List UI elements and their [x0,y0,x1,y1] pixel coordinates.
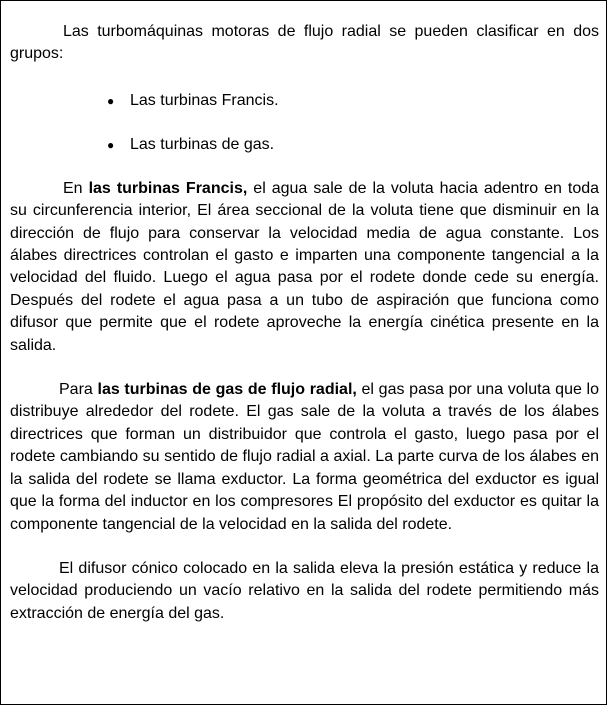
turbine-type-list [10,90,599,156]
bullet-dot-icon: ● [107,93,115,108]
gas-bold-term: las turbinas de gas de flujo radial, [97,381,357,399]
francis-lead: En [63,179,89,197]
list-item-label: Las turbinas de gas. [130,135,275,153]
document-body [10,21,599,625]
gas-paragraph [10,379,599,536]
intro-paragraph [10,21,599,66]
intro-text: Las turbomáquinas motoras de flujo radial se pueden clasificar en dos grupos: [10,23,599,63]
francis-bold-term: las turbinas Francis, [88,179,248,197]
francis-paragraph [10,178,599,357]
list-item-label: Las turbinas Francis. [130,91,279,109]
list-item [10,90,599,112]
gas-text: el gas pasa por una voluta que lo distribuye alrededor del rodete. El gas sale de la voluta a través de los álabes directrices que forman un distribuidor que controla el gasto, luego pasa por el rodete cambiando su sentido de flujo radial a axial. La parte curva de los álabes en la salida del rodete se llama exductor. La forma geométrica del exductor es igual que la forma del inductor en los compresores El propósito del exductor es quitar la componente tangencial de la velocidad en la salida del rodete. [10,381,600,533]
francis-text: el agua sale de la voluta hacia adentro en toda su circunferencia interior, El área seccional de la voluta tiene que disminuir en la dirección de flujo para conservar la velocidad media de agua constante. Los álabes directrices controlan el gasto e imparten una componente tangencial a la velocidad del fluido. Luego el agua pasa por el rodete donde cede su energía. Después del rodete el agua pasa a un tubo de aspiración que funciona como difusor que permite que el rodete aproveche la energía cinética presente en la salida. [10,179,600,354]
difusor-text: El difusor cónico colocado en la salida eleva la presión estática y reduce la velocidad produciendo un vacío relativo en la salida del rodete permitiendo más extracción de energía del gas. [10,559,599,622]
gas-lead: Para [59,381,98,399]
bullet-dot-icon: ● [107,137,115,152]
difusor-paragraph [10,558,599,625]
list-item [10,134,599,156]
